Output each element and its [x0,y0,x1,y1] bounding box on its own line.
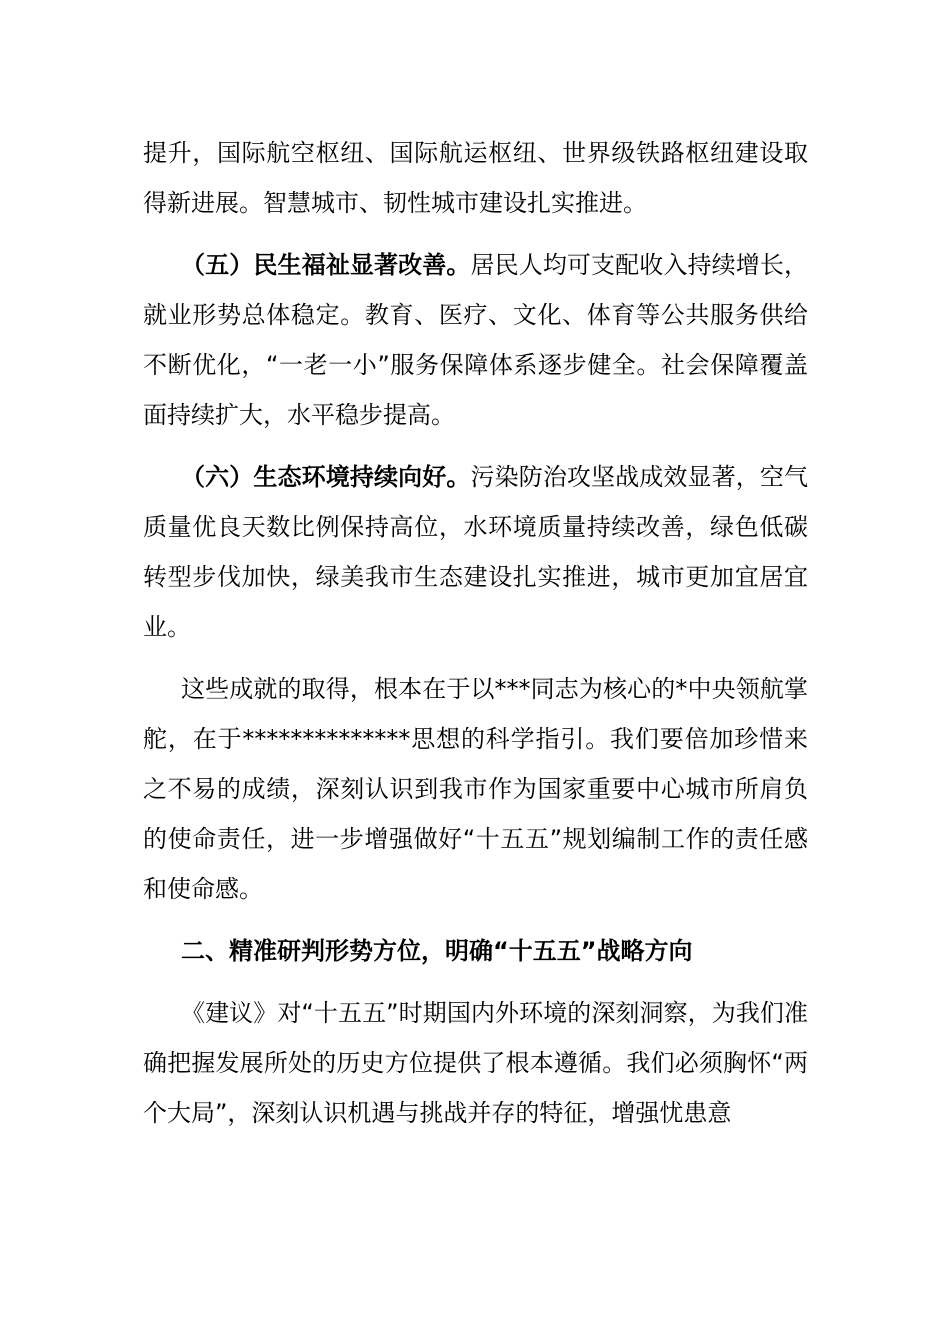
paragraph-text: 《建议》对“十五五”时期国内外环境的深刻洞察，为我们准确把握发展所处的历史方位提供了根本遵循。我们必须胸怀“两个大局”，深刻认识机遇与挑战并存的特征，增强忧患意 [143,999,808,1127]
paragraph-lead: （六）生态环境持续向好。 [181,463,471,491]
document-page [143,128,808,1150]
paragraph-ecology [143,452,808,652]
paragraph-livelihood [143,240,808,440]
section-heading: 二、精准研判形势方位，明确“十五五”战略方向 [181,937,693,965]
paragraph-text: 居民人均可支配收入持续增长，就业形势总体稳定。教育、医疗、文化、体育等公共服务供给不断优化，“一老一小”服务保障体系逐步健全。社会保障覆盖面持续扩大，水平稳步提高。 [143,251,809,429]
paragraph-lead: （五）民生福祉显著改善。 [181,251,471,279]
paragraph-continuation [143,128,808,228]
paragraph-text: 提升，国际航空枢纽、国际航运枢纽、世界级铁路枢纽建设取得新进展。智慧城市、韧性城市建设扎实推进。 [143,139,808,217]
paragraph-achievements [143,664,808,914]
paragraph-text: 污染防治攻坚战成效显著，空气质量优良天数比例保持高位，水环境质量持续改善，绿色低碳转型步伐加快，绿美我市生态建设扎实推进，城市更加宜居宜业。 [143,463,809,641]
paragraph-text: 这些成就的取得，根本在于以***同志为核心的*中央领航掌舵，在于**************思想的科学指引。我们要倍加珍惜来之不易的成绩，深刻认识到我市作为国家重要中心城市所肩负的使命责任，进一步增强做好“十五五”规划编制工作的责任感和使命感。 [143,675,808,903]
paragraph-closing [143,988,808,1138]
